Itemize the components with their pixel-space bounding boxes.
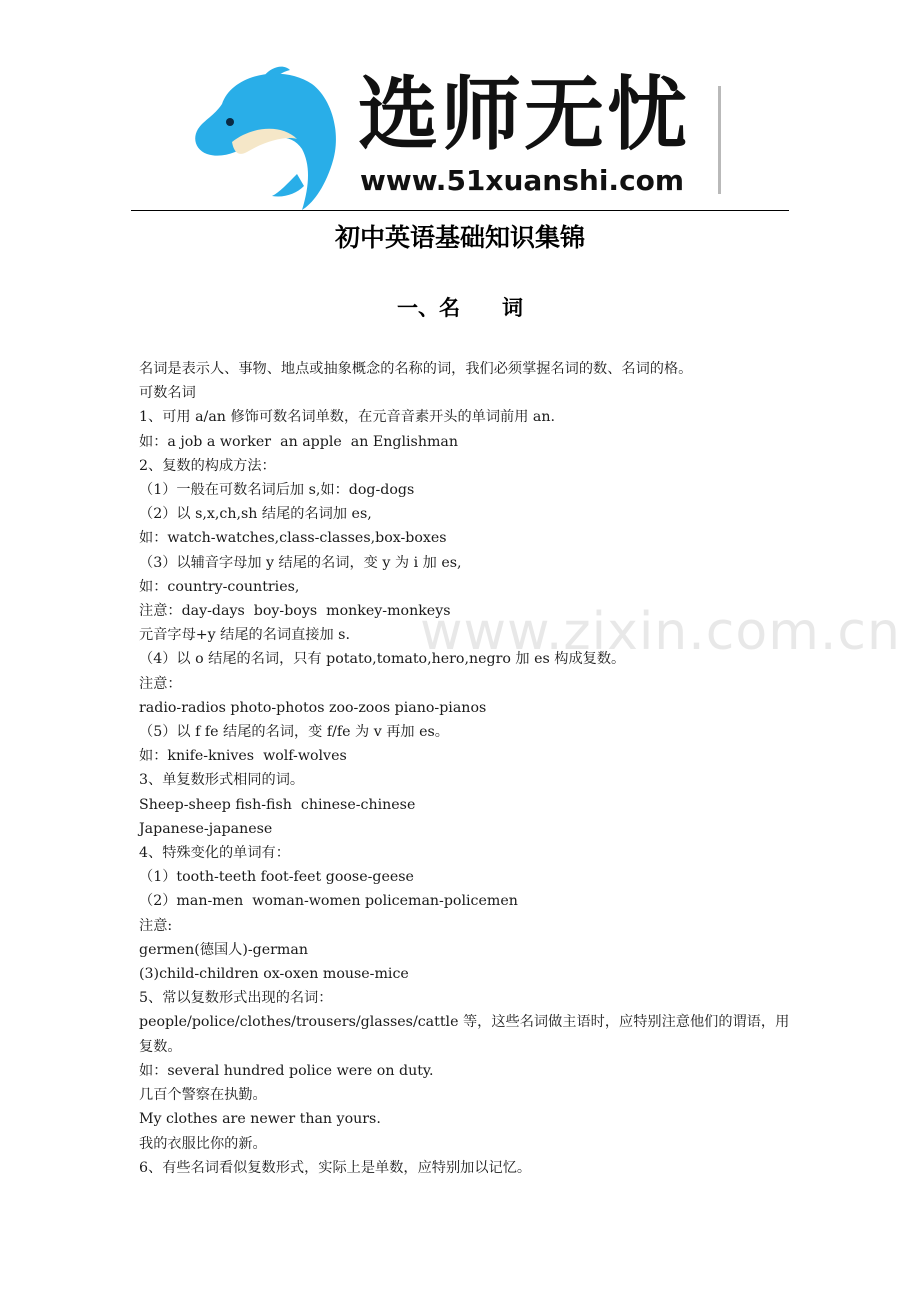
body-line: 我的衣服比你的新。 [139,1135,267,1152]
body-line: My clothes are newer than yours. [139,1111,381,1128]
page-header [0,0,920,212]
body-line: 如：watch-watches,class-classes,box-boxes [139,530,447,547]
body-line: （2）man-men woman-women policeman-policemen [139,893,518,910]
body-line: 4、特殊变化的单词有： [139,845,290,862]
body-line: （4）以 o 结尾的名词，只有 potato,tomato,hero,negro 加 es 构成复数。 [139,651,626,668]
body-line: 如：country-countries, [139,578,300,595]
body-line: radio-radios photo-photos zoo-zoos piano-pianos [139,699,487,716]
dolphin-logo-icon [192,64,342,210]
body-line: 5、常以复数形式出现的名词： [139,990,333,1007]
body-line: （5）以 f fe 结尾的名词，变 f/fe 为 v 再加 es。 [139,724,449,741]
body-line: 注意: [139,917,173,934]
logo-divider [718,86,721,194]
body-line: 如：several hundred police were on duty. [139,1062,434,1079]
body-line: 3、单复数形式相同的词。 [139,772,305,789]
body-line: Japanese-japanese [139,820,273,837]
body-line: people/police/clothes/trousers/glasses/cattle 等，这些名词做主语时，应特别注意他们的谓语，用复数。 [139,1014,790,1055]
body-line: (3)child-children ox-oxen mouse-mice [139,966,409,983]
logo-website-url: www.51xuanshi.com [360,164,685,197]
header-rule [131,210,789,211]
logo-brand-name: 选师无忧 [358,68,690,161]
body-line: 元音字母+y 结尾的名词直接加 s. [139,627,350,644]
body-line: （1）一般在可数名词后加 s,如：dog-dogs [139,482,415,499]
document-title: 初中英语基础知识集锦 [334,223,585,252]
body-line: 如：knife-knives wolf-wolves [139,748,347,765]
body-line: （2）以 s,x,ch,sh 结尾的名词加 es, [139,506,372,523]
body-line: （3）以辅音字母加 y 结尾的名词，变 y 为 i 加 es, [139,554,462,571]
body-line: 名词是表示人、事物、地点或抽象概念的名称的词，我们必须掌握名词的数、名词的格。 [139,361,693,377]
body-line: 6、有些名词看似复数形式，实际上是单数，应特别加以记忆。 [139,1159,532,1176]
body-line: germen(德国人)-german [139,941,308,958]
body-line: 如：a job a worker an apple an Englishman [139,433,459,450]
body-line: 1、可用 a/an 修饰可数名词单数，在元音音素开头的单词前用 an. [139,409,555,426]
body-line: 2、复数的构成方法： [139,457,276,474]
document-body [139,357,791,1180]
section-heading: 一、名 词 [397,296,523,320]
body-line: 注意： [139,675,182,692]
body-line: 注意：day-days boy-boys monkey-monkeys [139,603,451,620]
body-line: （1）tooth-teeth foot-feet goose-geese [139,869,414,886]
body-line: 可数名词 [139,385,196,402]
watermark-text: www.zixin.com.cn [420,602,901,662]
body-line: 几百个警察在执勤。 [139,1087,267,1104]
body-line: Sheep-sheep fish-fish chinese-chinese [139,796,416,813]
